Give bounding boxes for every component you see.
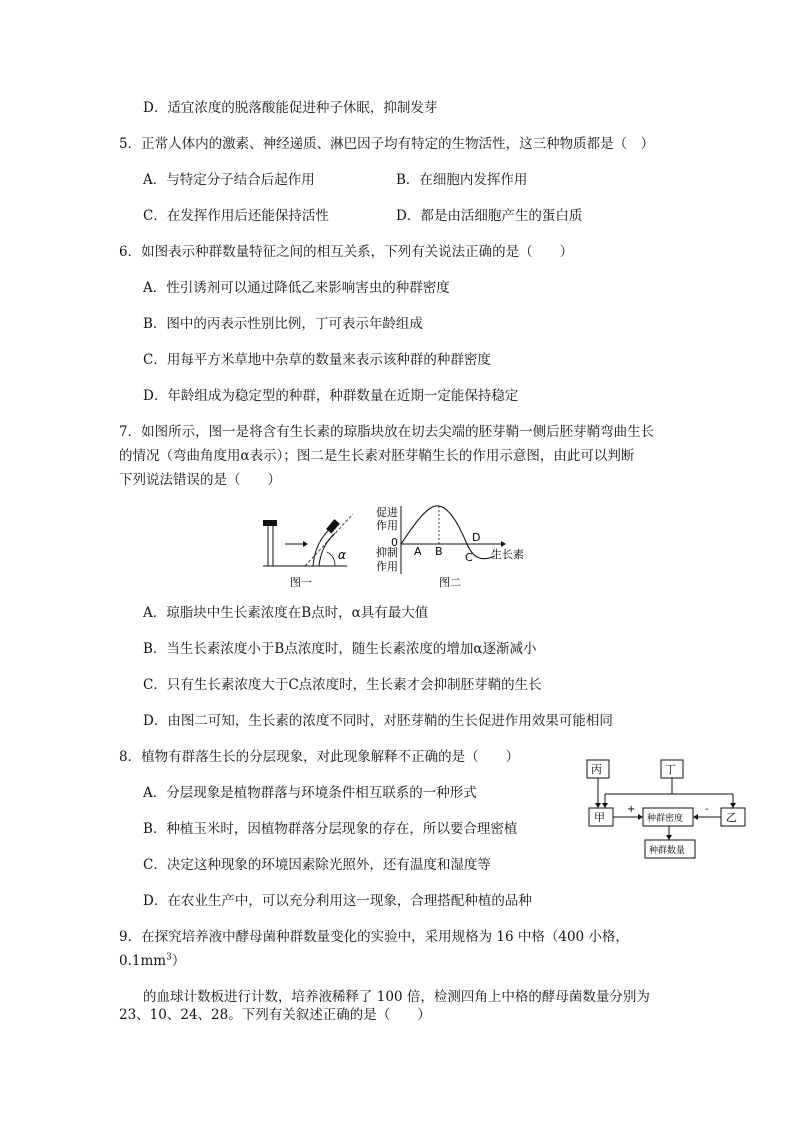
node-yi: 乙 bbox=[726, 811, 737, 824]
node-density: 种群密度 bbox=[647, 814, 684, 824]
q8-option-a: A．分层现象是植物群落与环境条件相互联系的一种形式 bbox=[143, 785, 477, 801]
point-d-label: D bbox=[472, 531, 481, 544]
q9-stem-line1: 9．在探究培养液中酵母菌种群数量变化的实验中，采用规格为 16 中格（400 小格， bbox=[119, 929, 629, 945]
q9-stem-line2 bbox=[119, 952, 185, 970]
q4-option-d: D．适宜浓度的脱落酸能促进种子休眠，抑制发芽 bbox=[143, 100, 438, 116]
q8-option-b: B．种植玉米时，因植物群落分层现象的存在，所以要合理密植 bbox=[143, 821, 518, 837]
y-promote-label-1: 促进 bbox=[376, 506, 398, 519]
q8-stem: 8．植物有群落生长的分层现象，对此现象解释不正确的是（ ） bbox=[119, 749, 520, 765]
q7-stem-line2: 的情况（弯曲角度用α表示）；图二是生长素对胚芽鞘生长的作用示意图，由此可以判断 bbox=[119, 448, 635, 464]
q9-stem-line4: 23、10、24、28。下列有关叙述正确的是（ ） bbox=[119, 1007, 431, 1023]
node-ding: 丁 bbox=[665, 763, 676, 776]
point-a-label: A bbox=[414, 545, 422, 558]
q9-paren: ） bbox=[171, 953, 186, 969]
q5-stem: 5．正常人体内的激素、神经递质、淋巴因子均有特定的生物活性，这三种物质都是（ ） bbox=[119, 136, 655, 152]
point-b-label: B bbox=[435, 545, 443, 558]
q6-option-d: D．年龄组成为稳定型的种群，种群数量在近期一定能保持稳定 bbox=[143, 388, 519, 404]
node-jia: 甲 bbox=[594, 811, 605, 824]
y-zero-label: 0 bbox=[391, 536, 398, 549]
q6-stem: 6．如图表示种群数量特征之间的相互关系，下列有关说法正确的是（ ） bbox=[119, 244, 574, 260]
q9-unit-exponent: 3 bbox=[166, 952, 172, 963]
q6-option-b: B．图中的丙表示性别比例，丁可表示年龄组成 bbox=[143, 316, 423, 332]
alpha-label: α bbox=[338, 548, 346, 562]
q7-stem-line1: 7．如图所示，图一是将含有生长素的琼脂块放在切去尖端的胚芽鞘一侧后胚芽鞘弯曲生长 bbox=[119, 424, 655, 440]
q7-figure bbox=[255, 500, 565, 592]
q7-option-a: A．琼脂块中生长素浓度在B点时，α具有最大值 bbox=[143, 605, 429, 621]
q8-option-c: C．决定这种现象的环境因素除光照外，还有温度和湿度等 bbox=[143, 857, 491, 873]
minus-sign: - bbox=[705, 804, 709, 815]
figure-two bbox=[376, 505, 524, 589]
q8-option-d: D．在农业生产中，可以充分利用这一现象，合理搭配种植的品种 bbox=[143, 893, 532, 909]
figure-one bbox=[263, 514, 353, 589]
x-axis-label: 生长素 bbox=[491, 548, 524, 561]
q9-stem-line3: 的血球计数板进行计数，培养液稀释了 100 倍，检测四角上中格的酵母菌数量分别为 bbox=[143, 989, 650, 1005]
q5-option-a: A．与特定分子结合后起作用 bbox=[143, 172, 315, 188]
q6-option-c: C．用每平方米草地中杂草的数量来表示该种群的种群密度 bbox=[143, 352, 491, 368]
q7-stem-line3: 下列说法错误的是（ ） bbox=[119, 472, 281, 488]
figure-one-caption: 图一 bbox=[290, 576, 312, 589]
y-inhibit-label-2: 作用 bbox=[376, 560, 398, 573]
point-c-label: C bbox=[465, 551, 473, 564]
figure-two-caption: 图二 bbox=[439, 576, 461, 589]
plus-sign: + bbox=[627, 804, 636, 815]
q7-option-d: D．由图二可知，生长素的浓度不同时，对胚芽鞘的生长促进作用效果可能相同 bbox=[143, 713, 613, 729]
population-diagram bbox=[585, 758, 755, 860]
q5-option-c: C．在发挥作用后还能保持活性 bbox=[143, 208, 329, 224]
q6-option-a: A．性引诱剂可以通过降低乙来影响害虫的种群密度 bbox=[143, 280, 450, 296]
agar-block-icon bbox=[263, 520, 277, 526]
y-promote-label-2: 作用 bbox=[376, 519, 398, 532]
q9-unit: 0.1mm bbox=[119, 953, 167, 969]
node-bing: 丙 bbox=[591, 763, 602, 776]
q7-option-c: C．只有生长素浓度大于C点浓度时，生长素才会抑制胚芽鞘的生长 bbox=[143, 677, 542, 693]
q5-option-b: B．在细胞内发挥作用 bbox=[396, 172, 528, 188]
node-count: 种群数量 bbox=[649, 846, 686, 856]
q7-option-b: B．当生长素浓度小于B点浓度时，随生长素浓度的增加α逐渐减小 bbox=[143, 641, 537, 657]
y-inhibit-label-1: 抑制 bbox=[376, 546, 398, 559]
q5-option-d: D．都是由活细胞产生的蛋白质 bbox=[396, 208, 583, 224]
